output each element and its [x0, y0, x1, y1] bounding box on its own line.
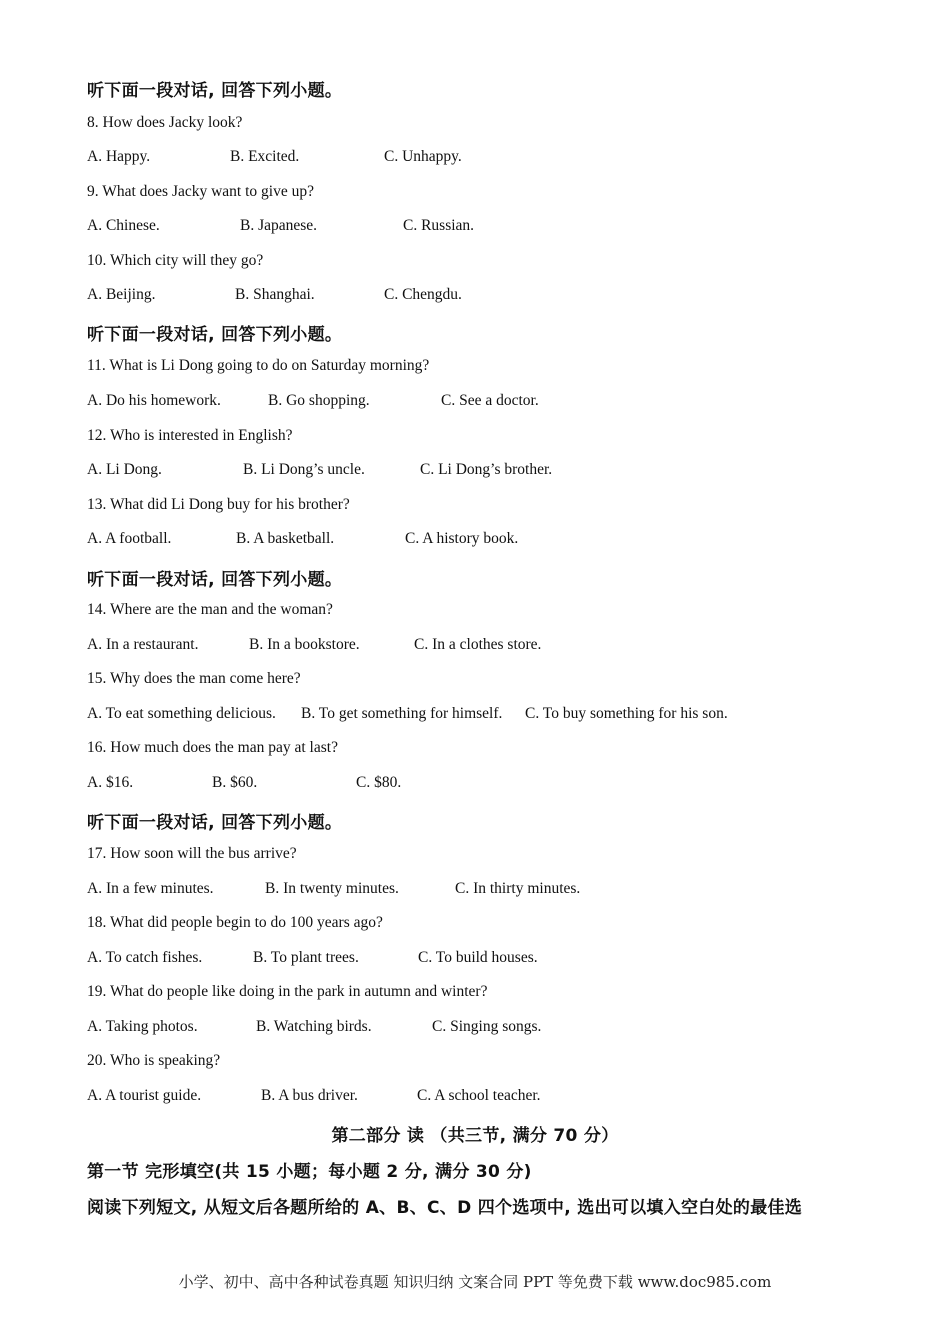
question-15: 15. Why does the man come here?	[87, 670, 301, 687]
option-b: B. $60.	[212, 774, 258, 791]
option-a: A. Li Dong.	[87, 461, 162, 478]
options-19	[87, 1018, 887, 1038]
option-b: B. Go shopping.	[268, 392, 370, 409]
option-a: A. Happy.	[87, 148, 151, 165]
option-b: B. Japanese.	[240, 217, 318, 234]
option-b: B. In twenty minutes.	[265, 880, 399, 897]
option-c: C. Unhappy.	[384, 148, 462, 165]
question-12: 12. Who is interested in English?	[87, 427, 293, 444]
section-heading: 听下面一段对话, 回答下列小题。	[87, 81, 343, 101]
option-a: A. Taking photos.	[87, 1018, 198, 1035]
option-c: C. A school teacher.	[417, 1087, 541, 1104]
option-c: C. See a doctor.	[441, 392, 539, 409]
section-heading: 听下面一段对话, 回答下列小题。	[87, 813, 343, 833]
question-17: 17. How soon will the bus arrive?	[87, 845, 297, 862]
section-heading: 听下面一段对话, 回答下列小题。	[87, 325, 343, 345]
option-b: B. Excited.	[230, 148, 300, 165]
question-13: 13. What did Li Dong buy for his brother?	[87, 496, 350, 513]
question-20: 20. Who is speaking?	[87, 1052, 221, 1069]
question-8: 8. How does Jacky look?	[87, 114, 243, 131]
options-10	[87, 286, 887, 306]
options-14	[87, 636, 887, 656]
page-footer: 小学、初中、高中各种试卷真题 知识归纳 文案合同 PPT 等免费下载 www.doc985.com	[178, 1273, 772, 1291]
question-19: 19. What do people like doing in the park in autumn and winter?	[87, 983, 488, 1000]
options-9	[87, 217, 887, 237]
options-16	[87, 774, 887, 794]
option-b: B. In a bookstore.	[249, 636, 360, 653]
options-13	[87, 530, 887, 550]
option-b: B. A bus driver.	[261, 1087, 358, 1104]
part-title: 第二部分 读 （共三节, 满分 70 分）	[331, 1126, 619, 1146]
option-c: C. Chengdu.	[384, 286, 462, 303]
option-b: B. Li Dong’s uncle.	[243, 461, 365, 478]
options-17	[87, 880, 887, 900]
option-c: C. Li Dong’s brother.	[420, 461, 553, 478]
option-c: C. In a clothes store.	[414, 636, 542, 653]
option-a: A. A tourist guide.	[87, 1087, 202, 1104]
option-a: A. Chinese.	[87, 217, 160, 234]
option-a: A. $16.	[87, 774, 134, 791]
question-11: 11. What is Li Dong going to do on Saturday morning?	[87, 357, 430, 374]
options-8	[87, 148, 887, 168]
option-a: A. To catch fishes.	[87, 949, 203, 966]
question-14: 14. Where are the man and the woman?	[87, 601, 333, 618]
option-b: B. To get something for himself.	[301, 705, 503, 722]
option-b: B. Watching birds.	[256, 1018, 372, 1035]
question-9: 9. What does Jacky want to give up?	[87, 183, 314, 200]
option-c: C. In thirty minutes.	[455, 880, 581, 897]
options-20	[87, 1087, 887, 1107]
option-c: C. To buy something for his son.	[525, 705, 728, 722]
option-a: A. Beijing.	[87, 286, 156, 303]
question-18: 18. What did people begin to do 100 years ago?	[87, 914, 383, 931]
options-18	[87, 949, 887, 969]
option-a: A. A football.	[87, 530, 172, 547]
options-15	[87, 705, 887, 725]
instructions: 阅读下列短文, 从短文后各题所给的 A、B、C、D 四个选项中, 选出可以填入空白处的最佳选	[87, 1198, 803, 1218]
option-a: A. In a few minutes.	[87, 880, 214, 897]
question-16: 16. How much does the man pay at last?	[87, 739, 338, 756]
option-c: C. Singing songs.	[432, 1018, 542, 1035]
options-11	[87, 392, 887, 412]
section-title: 第一节 完形填空(共 15 小题；每小题 2 分, 满分 30 分)	[87, 1162, 532, 1182]
question-10: 10. Which city will they go?	[87, 252, 264, 269]
option-c: C. To build houses.	[418, 949, 538, 966]
option-a: A. Do his homework.	[87, 392, 221, 409]
option-c: C. Russian.	[403, 217, 475, 234]
option-a: A. In a restaurant.	[87, 636, 199, 653]
option-b: B. To plant trees.	[253, 949, 359, 966]
options-12	[87, 461, 887, 481]
option-b: B. A basketball.	[236, 530, 335, 547]
option-c: C. A history book.	[405, 530, 519, 547]
option-c: C. $80.	[356, 774, 402, 791]
option-a: A. To eat something delicious.	[87, 705, 276, 722]
option-b: B. Shanghai.	[235, 286, 315, 303]
section-heading: 听下面一段对话, 回答下列小题。	[87, 570, 343, 590]
